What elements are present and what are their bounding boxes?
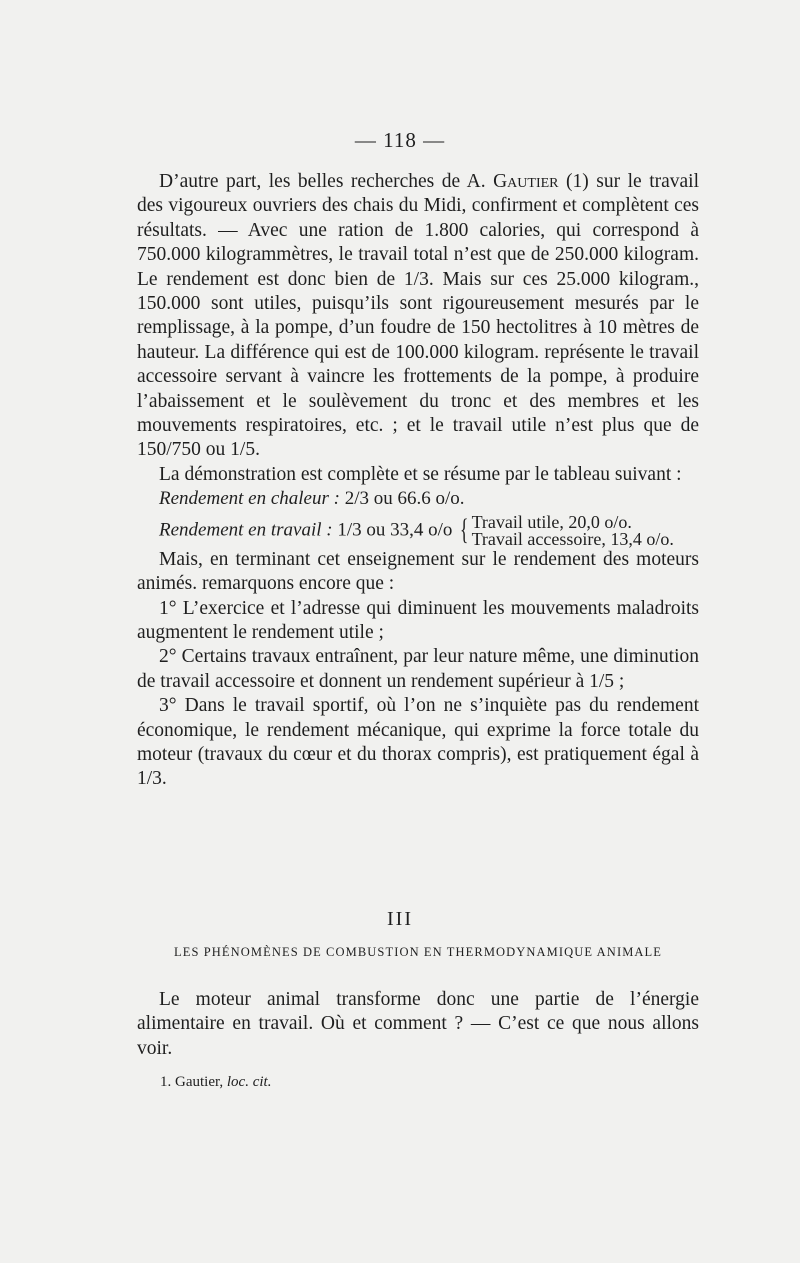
section-title: LES PHÉNOMÈNES DE COMBUSTION EN THERMODYNAMIQUE ANIMALE bbox=[173, 945, 663, 959]
summary-work-yield bbox=[137, 511, 699, 549]
paragraph-conclusion-intro: Mais, en terminant cet enseignement sur le rendement des moteurs animés. remarquons encore que : bbox=[137, 548, 699, 595]
footnote-author: Gautier, bbox=[175, 1074, 224, 1090]
useful-work-value: Travail utile, 20,0 o/o. bbox=[471, 511, 632, 532]
footnote bbox=[160, 1074, 271, 1091]
footnote-reference: loc. cit. bbox=[223, 1074, 272, 1090]
section-text-block bbox=[137, 988, 699, 1061]
paragraph-gautier-research bbox=[137, 170, 699, 463]
summary-heat-yield bbox=[137, 487, 699, 511]
paragraph-point-3: 3° Dans le travail sportif, où l’on ne s’inquiète pas du rendement économique, le rendement mécanique, qui exprime la force totale du moteur (travaux du cœur et du thorax compris), est pratiquement égal à 1/3. bbox=[137, 695, 699, 790]
paragraph-demonstration: La démonstration est complète et se résume par le tableau suivant : bbox=[159, 463, 682, 485]
footnote-marker: 1. bbox=[160, 1074, 175, 1090]
summary-value: 2/3 ou 66.6 o/o. bbox=[339, 488, 465, 510]
brace-glyph: { bbox=[460, 513, 469, 547]
summary-label: Rendement en travail : bbox=[159, 519, 333, 541]
section-number: III bbox=[387, 908, 413, 930]
author-name: Gautier bbox=[493, 171, 559, 192]
paragraph-point-1: 1° L’exercice et l’adresse qui diminuent les mouvements maladroits augmentent le rendement utile ; bbox=[137, 597, 699, 643]
page-number: — 118 — bbox=[354, 128, 446, 152]
accessory-work-value: Travail accessoire, 13,4 o/o. bbox=[471, 528, 674, 549]
paragraph-text: D’autre part, les belles recherches de A. bbox=[159, 171, 494, 192]
work-breakdown bbox=[471, 511, 674, 549]
paragraph-text: (1) sur le travail des vigoureux ouvriers des chais du Midi, confirment et complètent ces résultats. — Avec une ration de 1.800 calories, qui correspond à 750.000 kilogrammètres, le travail total n’est que de 250.000 kilogram. Le rendement est donc bien de 1/3. Mais sur ces 25.000 kilogram., 150.000 sont utiles, puisqu’ils sont rigoureusement mesurés par le remplissage, à la pompe, d’un foudre de 150 hectolitres à 10 mètres de hauteur. La différence qui est de 100.000 kilogram. représente le travail accessoire servant à vaincre les frottements de la pompe, à produire l’abaissement et le soulèvement du tronc et des membres et les mouvements respiratoires, etc. ; et le travail utile n’est plus que de 150/750 ou 1/5. bbox=[137, 171, 699, 461]
summary-value: 1/3 ou 33,4 o/o bbox=[332, 519, 458, 541]
paragraph-point-2: 2° Certains travaux entraînent, par leur nature même, une diminution de travail accessoire et donnent un rendement supérieur à 1/5 ; bbox=[137, 646, 699, 692]
main-text-block bbox=[137, 170, 699, 792]
paragraph-animal-motor: Le moteur animal transforme donc une partie de l’énergie alimentaire en travail. Où et comment ? — C’est ce que nous allons voir. bbox=[137, 989, 699, 1059]
summary-label: Rendement en chaleur : bbox=[159, 488, 340, 510]
